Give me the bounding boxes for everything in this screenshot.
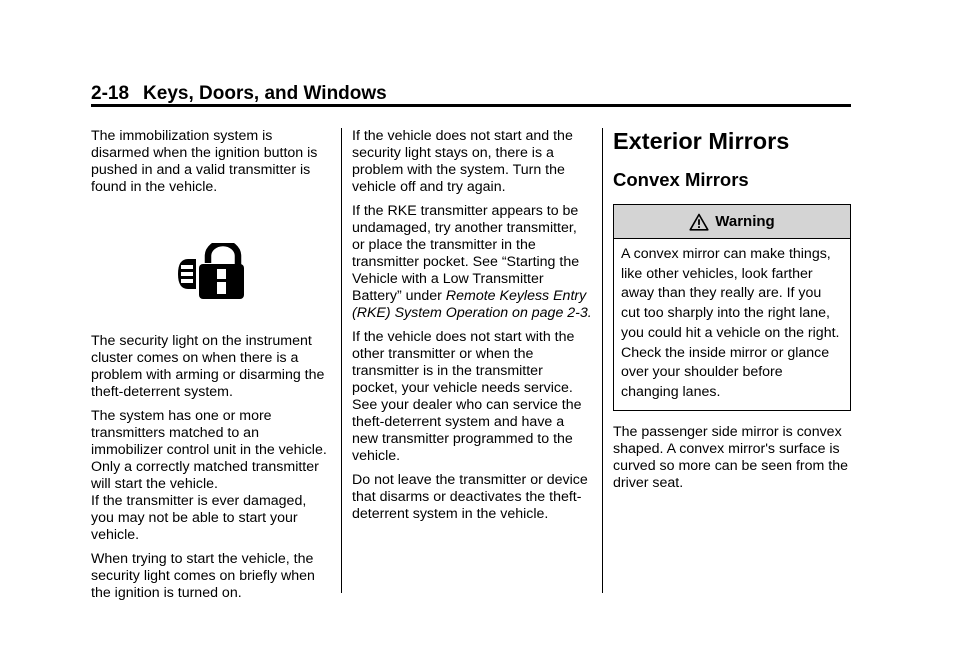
column-2 (352, 128, 592, 530)
warning-header (614, 205, 850, 239)
paragraph-rke-text: If the RKE transmitter appears to be undamaged, try another transmitter, or place the transmitter in the transmitter pocket. See “Starting the Vehicle with a Low Transmitter Battery” under (352, 203, 580, 304)
warning-label: Warning (715, 213, 775, 230)
rke-cross-reference: Remote Keyless Entry (RKE) System Operation on page 2-3 (352, 288, 588, 321)
warning-triangle-icon (689, 213, 709, 231)
paragraph-rke (352, 203, 592, 322)
paragraph-transmitter-damaged: If the transmitter is ever damaged, you may not be able to start your vehicle. (91, 493, 307, 543)
column-divider-right (602, 128, 603, 593)
page-header (91, 83, 851, 105)
column-3 (613, 128, 853, 499)
header-rule (91, 104, 851, 107)
subsection-heading: Convex Mirrors (613, 169, 749, 190)
column-divider-left (341, 128, 342, 593)
paragraph-service: If the vehicle does not start with the other transmitter or when the transmitter is in the transmitter pocket, your vehicle needs service. See your dealer who can service the theft-deterrent system and have a new transmitter programmed to the vehicle. (352, 329, 582, 464)
paragraph-convex-mirror: The passenger side mirror is convex shaped. A convex mirror's surface is curved so more can be seen from the driver seat. (613, 423, 849, 491)
paragraph-transmitters-matched: The system has one or more transmitters matched to an immobilizer control unit in the vehicle. Only a correctly matched transmitter will start the vehicle. (91, 408, 327, 492)
warning-body: A convex mirror can make things, like other vehicles, look farther away than they really are. If you cut too sharply into the right lane, you could hit a vehicle on the right. Check the inside mirror or glance over your shoulder before changing lanes. (621, 246, 840, 400)
warning-box (613, 204, 851, 411)
paragraph-security-light: The security light on the instrument cluster comes on when there is a problem with arming or disarming the theft-deterrent system. (91, 333, 325, 400)
section-title: Keys, Doors, and Windows (143, 83, 387, 104)
rke-reference-period: . (587, 305, 592, 321)
section-heading: Exterior Mirrors (613, 128, 790, 154)
paragraph-starting: When trying to start the vehicle, the security light comes on briefly when the ignition is turned on. (91, 551, 315, 601)
column-1 (91, 128, 331, 609)
security-light-lock-icon (178, 243, 244, 299)
paragraph-immobilization: The immobilization system is disarmed when the ignition button is pushed in and a valid transmitter is found in the vehicle. (91, 128, 318, 195)
paragraph-transmitters (91, 408, 331, 544)
paragraph-no-start: If the vehicle does not start and the security light stays on, there is a problem with the system. Turn the vehicle off and try again. (352, 128, 573, 195)
page-number: 2-18 (91, 83, 130, 104)
paragraph-do-not-leave: Do not leave the transmitter or device that disarms or deactivates the theft-deterrent system in the vehicle. (352, 472, 588, 522)
